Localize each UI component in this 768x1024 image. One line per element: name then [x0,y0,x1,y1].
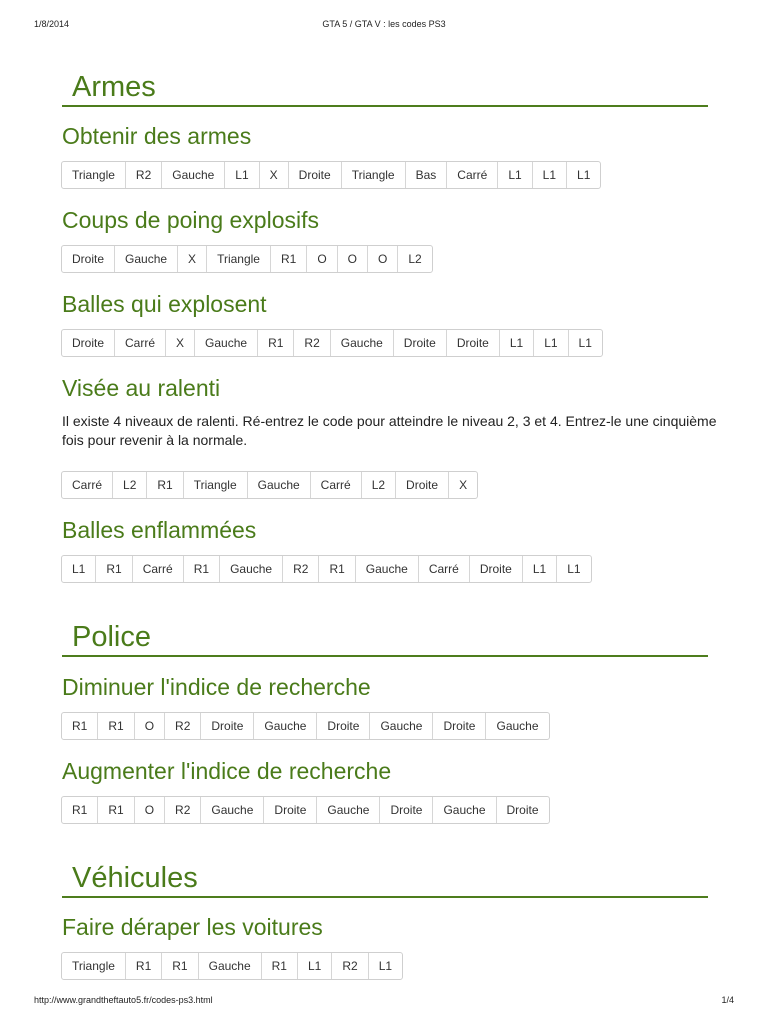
button-key[interactable]: Gauche [331,330,394,356]
button-key[interactable]: R1 [271,246,307,272]
button-key[interactable]: L1 [378,959,393,973]
button-key[interactable]: Carré [115,330,166,356]
code-title: Visée au ralenti [62,375,221,401]
button-key[interactable]: L1 [578,336,592,350]
button-key[interactable]: Gauche [370,713,433,739]
section-heading-police: Police [62,620,708,657]
button-key[interactable]: Droite [62,246,115,272]
code-title: Coups de poing explosifs [62,207,319,233]
button-key[interactable]: L1 [567,562,581,576]
button-key[interactable]: R1 [98,713,134,739]
code-title: Augmenter l'indice de recherche [62,758,392,784]
button-key[interactable]: Triangle [342,162,406,188]
button-key[interactable]: Triangle [62,953,126,979]
button-key[interactable]: X [260,162,289,188]
button-key[interactable]: Droite [394,330,447,356]
section-heading-armes: Armes [62,70,708,107]
button-key[interactable]: L2 [408,252,422,266]
button-key[interactable]: L1 [533,162,567,188]
section-heading-vehicules: Véhicules [62,861,708,898]
button-key[interactable]: R1 [184,556,220,582]
button-key[interactable]: O [135,713,165,739]
button-sequence [61,796,550,824]
button-key[interactable]: L1 [523,556,557,582]
button-key[interactable]: Gauche [433,797,496,823]
button-key[interactable]: R2 [332,953,368,979]
button-key[interactable]: Gauche [220,556,283,582]
button-key[interactable]: L1 [298,953,332,979]
button-key[interactable]: Carré [62,472,113,498]
button-key[interactable]: Droite [447,330,500,356]
button-key[interactable]: Droite [289,162,342,188]
button-key[interactable]: L1 [62,556,96,582]
button-key[interactable]: Gauche [195,330,258,356]
button-key[interactable]: L1 [534,330,568,356]
button-key[interactable]: Bas [406,162,448,188]
button-key[interactable]: R1 [62,797,98,823]
button-key[interactable]: L1 [500,330,534,356]
page-number: 1/4 [721,995,734,1005]
button-key[interactable]: Droite [317,713,370,739]
button-key[interactable]: Triangle [62,162,126,188]
button-key[interactable]: Carré [419,556,470,582]
button-key[interactable]: Gauche [254,713,317,739]
button-key[interactable]: Gauche [199,953,262,979]
button-key[interactable]: R2 [294,330,330,356]
button-key[interactable]: Droite [62,330,115,356]
button-key[interactable]: R1 [126,953,162,979]
button-key[interactable]: R2 [283,556,319,582]
button-key[interactable]: R1 [98,797,134,823]
button-key[interactable]: L1 [225,162,259,188]
button-key[interactable]: Gauche [162,162,225,188]
button-key[interactable]: R1 [147,472,183,498]
button-key[interactable]: Droite [380,797,433,823]
button-key[interactable]: Gauche [496,719,539,733]
button-key[interactable]: Gauche [201,797,264,823]
button-key[interactable]: L2 [113,472,147,498]
button-sequence [61,471,478,499]
button-key[interactable]: X [166,330,195,356]
button-key[interactable]: R2 [165,797,201,823]
button-key[interactable]: O [135,797,165,823]
button-key[interactable]: Gauche [115,246,178,272]
button-key[interactable]: O [368,246,398,272]
button-key[interactable]: Carré [133,556,184,582]
code-description: Il existe 4 niveaux de ralenti. Ré-entrez le code pour atteindre le niveau 2, 3 et 4. Entrez-le une cinquième fois pour revenir à la normale. [62,413,717,448]
button-key[interactable]: Carré [311,472,362,498]
button-key[interactable]: L1 [577,168,591,182]
button-key[interactable]: Droite [470,556,523,582]
button-key[interactable]: Droite [201,713,254,739]
button-key[interactable]: Gauche [317,797,380,823]
code-title: Balles enflammées [62,517,257,543]
button-key[interactable]: L1 [498,162,532,188]
button-key[interactable]: R1 [262,953,298,979]
code-title: Faire déraper les voitures [62,914,323,940]
code-title: Diminuer l'indice de recherche [62,674,371,700]
button-key[interactable]: Droite [433,713,486,739]
button-key[interactable]: R1 [62,713,98,739]
button-key[interactable]: O [338,246,368,272]
button-key[interactable]: Droite [396,472,449,498]
button-key[interactable]: Gauche [248,472,311,498]
print-url: http://www.grandtheftauto5.fr/codes-ps3.html [34,995,213,1005]
button-key[interactable]: R1 [258,330,294,356]
button-sequence [61,329,603,357]
button-key[interactable]: R1 [96,556,132,582]
button-key[interactable]: X [459,478,468,492]
print-title: GTA 5 / GTA V : les codes PS3 [322,19,446,29]
button-key[interactable]: L2 [362,472,396,498]
button-key[interactable]: X [178,246,207,272]
button-key[interactable]: Gauche [356,556,419,582]
button-key[interactable]: R2 [126,162,162,188]
print-date: 1/8/2014 [34,19,70,29]
button-key[interactable]: O [307,246,337,272]
button-key[interactable]: Triangle [184,472,248,498]
button-key[interactable]: Droite [506,803,539,817]
button-key[interactable]: Droite [264,797,317,823]
button-key[interactable]: R1 [162,953,198,979]
code-title: Balles qui explosent [62,291,267,317]
print-header [0,0,768,40]
button-key[interactable]: Triangle [207,246,271,272]
button-sequence [61,952,403,980]
code-title: Obtenir des armes [62,123,252,149]
button-key[interactable]: R2 [165,713,201,739]
button-sequence [61,712,550,740]
button-key[interactable]: Carré [447,162,498,188]
button-sequence [61,555,592,583]
button-sequence [61,161,601,189]
button-key[interactable]: R1 [319,556,355,582]
button-sequence [61,245,433,273]
